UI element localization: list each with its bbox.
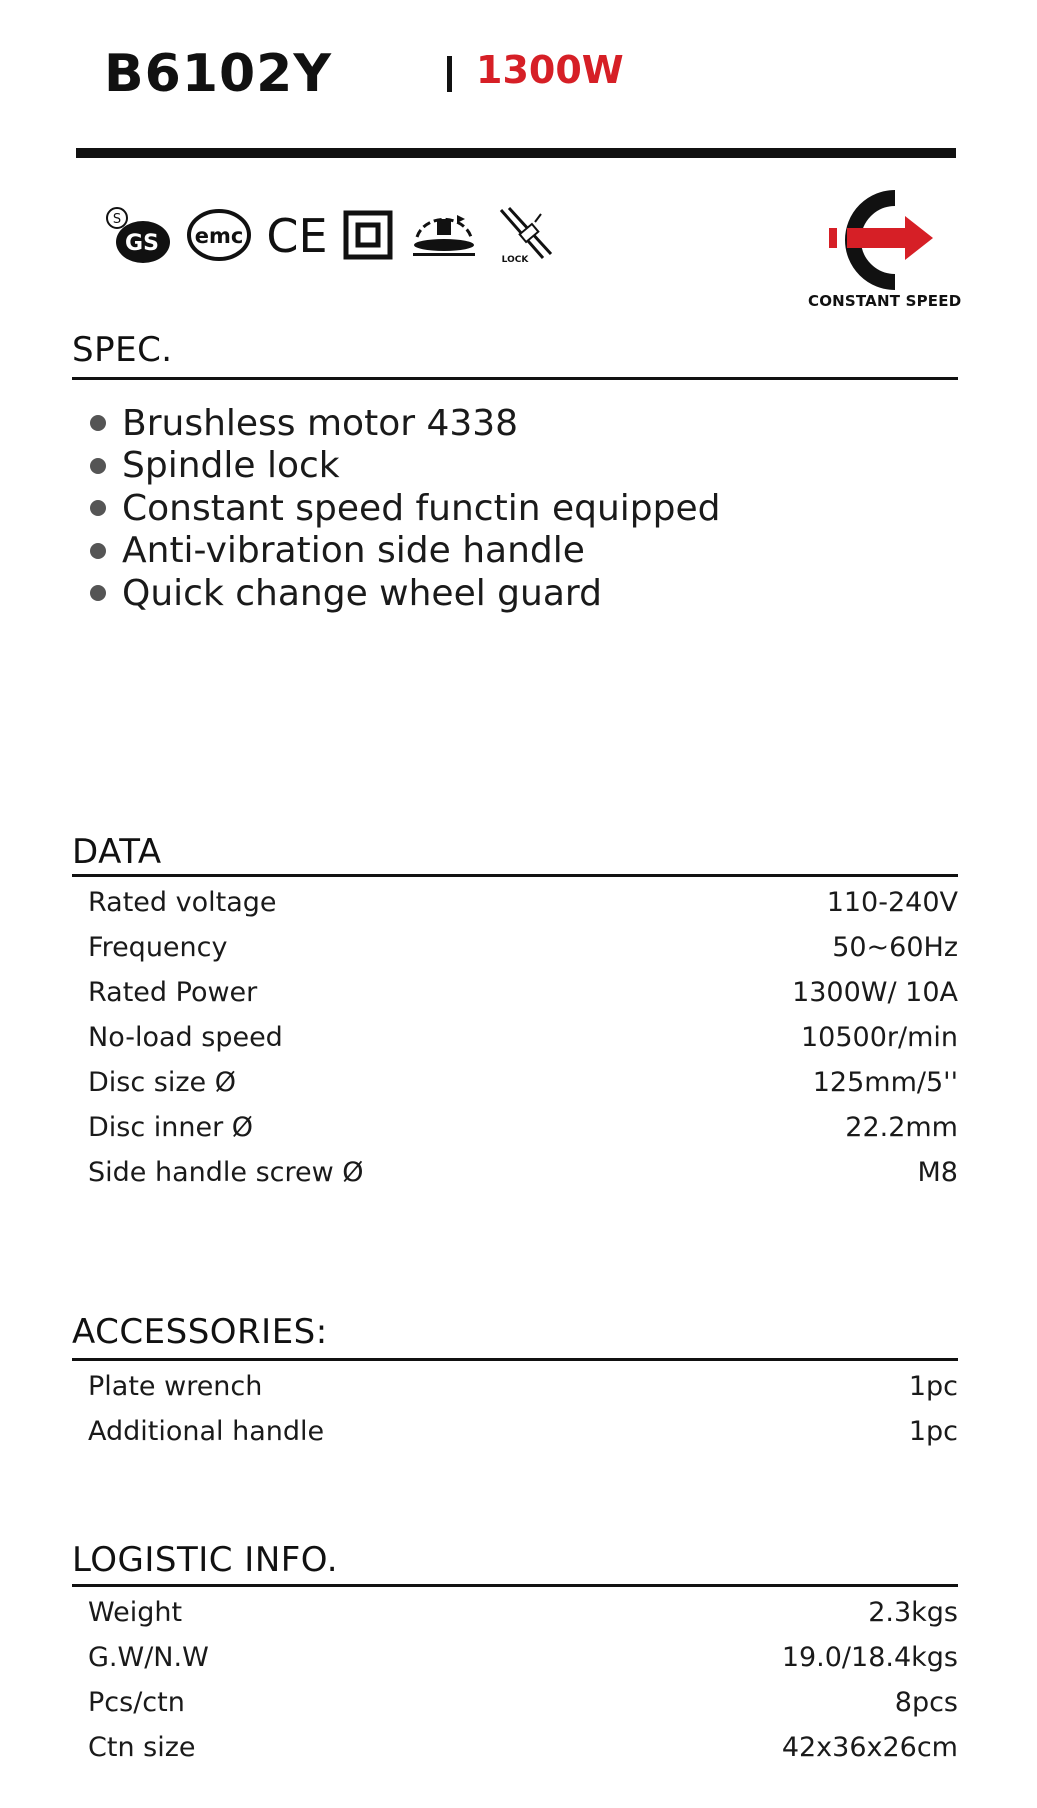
data-rule (72, 874, 958, 877)
logistic-table (88, 1590, 958, 1770)
bullet-icon (90, 585, 106, 601)
table-row (88, 1635, 958, 1680)
spec-list (90, 402, 720, 615)
row-value: M8 (917, 1157, 958, 1188)
svg-text:LOCK: LOCK (501, 255, 529, 265)
bullet-icon (90, 415, 106, 431)
row-label: Ctn size (88, 1732, 196, 1763)
list-item (90, 402, 720, 445)
table-row (88, 1105, 958, 1150)
accessories-rule (72, 1358, 958, 1361)
row-label: Pcs/ctn (88, 1687, 185, 1718)
list-item (90, 530, 720, 573)
row-value: 50~60Hz (832, 932, 958, 963)
svg-text:emc: emc (194, 224, 244, 248)
row-label: Additional handle (88, 1416, 325, 1447)
data-table (88, 880, 958, 1195)
row-label: Rated voltage (88, 887, 277, 918)
ce-mark-icon (265, 208, 329, 262)
row-label: G.W/N.W (88, 1642, 209, 1673)
svg-text:GS: GS (125, 231, 159, 256)
certification-row (105, 200, 557, 270)
bullet-icon (90, 458, 106, 474)
table-row (88, 1590, 958, 1635)
table-row (88, 1015, 958, 1060)
row-value: 125mm/5'' (812, 1067, 958, 1098)
table-row (88, 1060, 958, 1105)
bullet-icon (90, 543, 106, 559)
model-number: B6102Y (104, 44, 333, 104)
svg-text:S: S (112, 212, 122, 227)
row-value: 110-240V (826, 887, 958, 918)
row-value: 1pc (908, 1416, 958, 1447)
row-label: Rated Power (88, 977, 258, 1008)
row-label: No-load speed (88, 1022, 283, 1053)
accessories-table (88, 1364, 958, 1454)
row-value: 8pcs (894, 1687, 958, 1718)
table-row (88, 970, 958, 1015)
double-insulation-icon (343, 210, 393, 260)
table-row (88, 1680, 958, 1725)
spec-item-text: Brushless motor 4338 (122, 402, 519, 444)
power-rating: 1300W (476, 48, 624, 92)
header-separator (447, 56, 452, 92)
spindle-lock-icon (495, 204, 557, 266)
row-label: Plate wrench (88, 1371, 263, 1402)
spec-item-text: Spindle lock (122, 445, 340, 487)
spec-item-text: Constant speed functin equipped (122, 487, 721, 529)
table-row (88, 880, 958, 925)
row-value: 22.2mm (845, 1112, 958, 1143)
table-row (88, 1364, 958, 1409)
row-label: Disc inner Ø (88, 1112, 254, 1143)
spec-item-text: Quick change wheel guard (122, 572, 602, 614)
row-value: 1300W/ 10A (792, 977, 958, 1008)
row-value: 42x36x26cm (781, 1732, 958, 1763)
bullet-icon (90, 500, 106, 516)
list-item (90, 572, 720, 615)
list-item (90, 445, 720, 488)
table-row (88, 1409, 958, 1454)
emc-mark-icon (187, 208, 251, 262)
row-value: 1pc (908, 1371, 958, 1402)
row-label: Weight (88, 1597, 183, 1628)
row-label: Side handle screw Ø (88, 1157, 364, 1188)
table-row (88, 1150, 958, 1195)
row-label: Disc size Ø (88, 1067, 236, 1098)
accessories-title: ACCESSORIES: (72, 1312, 328, 1352)
spec-item-text: Anti-vibration side handle (122, 530, 585, 572)
row-value: 10500r/min (800, 1022, 958, 1053)
table-row (88, 925, 958, 970)
row-value: 19.0/18.4kgs (781, 1642, 958, 1673)
wheel-guard-icon (407, 205, 481, 265)
list-item (90, 487, 720, 530)
row-value: 2.3kgs (868, 1597, 958, 1628)
constant-speed-label: CONSTANT SPEED (808, 292, 962, 310)
gs-mark-icon (105, 204, 173, 266)
row-label: Frequency (88, 932, 228, 963)
header-rule (76, 148, 956, 158)
table-row (88, 1725, 958, 1770)
spec-title: SPEC. (72, 330, 173, 370)
logistic-title: LOGISTIC INFO. (72, 1540, 339, 1580)
data-title: DATA (72, 832, 162, 872)
logistic-rule (72, 1584, 958, 1587)
svg-text:CE: CE (266, 209, 328, 262)
spec-rule (72, 377, 958, 380)
